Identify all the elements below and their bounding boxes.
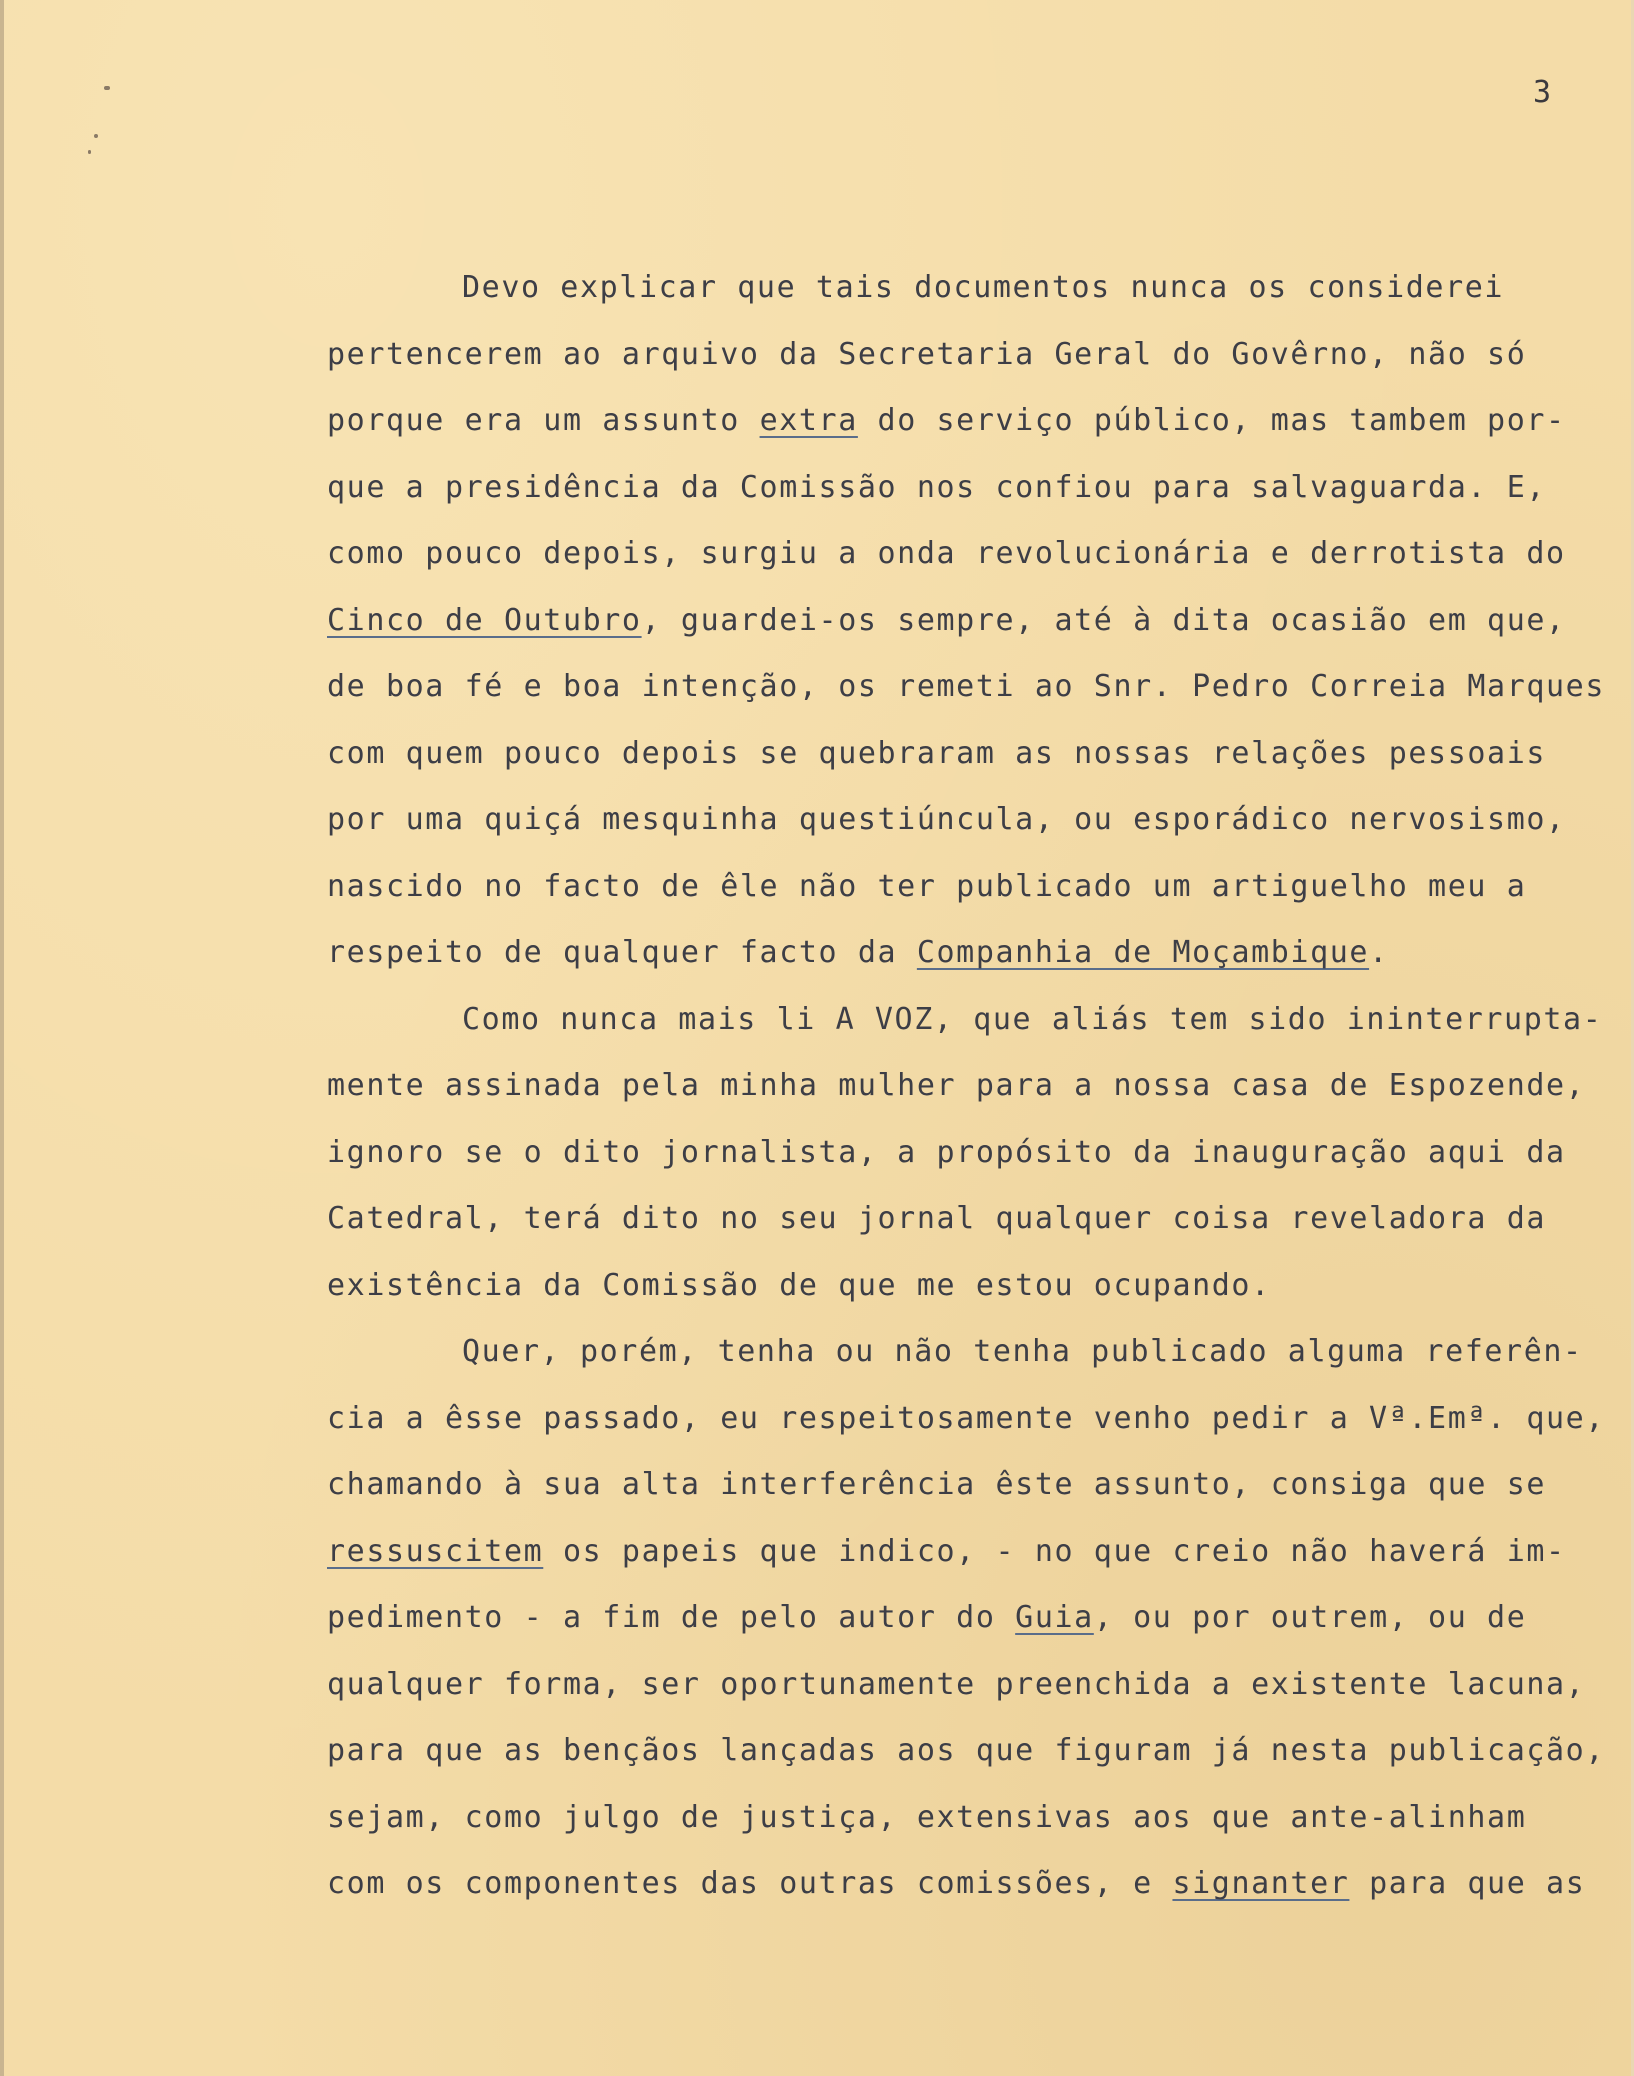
text-segment: que a presidência da Comissão nos confiou para salvaguarda. E, [327, 470, 1547, 505]
text-line [462, 1000, 1602, 1040]
text-segment: Quer, porém, tenha ou não tenha publicado alguma referên- [462, 1334, 1583, 1369]
text-line [327, 1399, 1605, 1439]
text-line [327, 1798, 1526, 1838]
text-segment: existência da Comissão de que me estou ocupando. [327, 1268, 1271, 1303]
text-segment: mente assinada pela minha mulher para a nossa casa de Espozende, [327, 1068, 1586, 1103]
underlined-text: Cinco de Outubro [327, 603, 642, 638]
text-line [327, 1133, 1566, 1173]
text-segment: os papeis que indico, - no que creio não haverá im- [543, 1534, 1566, 1569]
text-segment: sejam, como julgo de justiça, extensivas aos que ante-alinham [327, 1800, 1527, 1835]
text-segment: qualquer forma, ser oportunamente preenchida a existente lacuna, [327, 1667, 1586, 1702]
text-segment: Como nunca mais li A VOZ, que aliás tem sido ininterrupta- [462, 1002, 1603, 1037]
text-line [462, 1332, 1583, 1372]
text-segment: . [1369, 935, 1389, 970]
text-line [327, 1864, 1585, 1904]
text-segment: Catedral, terá dito no seu jornal qualquer coisa reveladora da [327, 1201, 1547, 1236]
text-line [327, 1199, 1546, 1239]
text-segment: , ou por outrem, ou de [1093, 1600, 1527, 1635]
text-line [327, 1665, 1585, 1705]
text-segment: por uma quiçá mesquinha questiúncula, ou esporádico nervosismo, [327, 802, 1566, 837]
text-line [327, 1598, 1526, 1638]
text-line [327, 1266, 1271, 1306]
text-line [327, 468, 1546, 508]
text-line [462, 268, 1504, 308]
underlined-text: ressuscitem [327, 1534, 544, 1569]
text-segment: cia a êsse passado, eu respeitosamente venho pedir a Vª.Emª. que, [327, 1401, 1605, 1436]
text-segment: com os componentes das outras comissões, e [327, 1866, 1173, 1901]
text-line [327, 1066, 1585, 1106]
paper-mark [88, 150, 91, 154]
text-segment: de boa fé e boa intenção, os remeti ao Snr. Pedro Correia Marques [327, 669, 1605, 704]
text-segment: ignoro se o dito jornalista, a propósito da inauguração aqui da [327, 1135, 1566, 1170]
text-line [327, 534, 1566, 574]
text-line [327, 800, 1566, 840]
underlined-text: extra [759, 403, 858, 438]
text-line [327, 601, 1566, 641]
text-segment: respeito de qualquer facto da [327, 935, 917, 970]
page-left-edge [0, 0, 4, 2076]
text-line [327, 335, 1526, 375]
text-segment: do serviço público, mas tambem por- [857, 403, 1566, 438]
underlined-text: Guia [1015, 1600, 1094, 1635]
text-line [327, 401, 1566, 441]
text-segment: Devo explicar que tais documentos nunca os considerei [462, 270, 1505, 305]
text-line [327, 667, 1605, 707]
page-number: 3 [1533, 75, 1552, 110]
text-line [327, 1465, 1546, 1505]
text-segment: para que as bençãos lançadas aos que figuram já nesta publicação, [327, 1733, 1605, 1768]
underlined-text: signanter [1172, 1866, 1350, 1901]
text-segment: pertencerem ao arquivo da Secretaria Geral do Govêrno, não só [327, 337, 1527, 372]
text-segment: como pouco depois, surgiu a onda revolucionária e derrotista do [327, 536, 1566, 571]
text-line [327, 1532, 1566, 1572]
text-segment: com quem pouco depois se quebraram as nossas relações pessoais [327, 736, 1547, 771]
underlined-text: Companhia de Moçambique [916, 935, 1370, 970]
text-segment: nascido no facto de êle não ter publicado um artiguelho meu a [327, 869, 1527, 904]
text-segment: pedimento - a fim de pelo autor do [327, 1600, 1016, 1635]
paper-mark [104, 86, 110, 90]
text-segment: chamando à sua alta interferência êste assunto, consiga que se [327, 1467, 1547, 1502]
text-line [327, 933, 1389, 973]
text-line [327, 1731, 1605, 1771]
text-segment: para que as [1349, 1866, 1586, 1901]
text-segment: , guardei-os sempre, até à dita ocasião em que, [641, 603, 1566, 638]
paper-mark [94, 134, 98, 138]
text-line [327, 867, 1526, 907]
text-segment: porque era um assunto [327, 403, 760, 438]
text-line [327, 734, 1546, 774]
